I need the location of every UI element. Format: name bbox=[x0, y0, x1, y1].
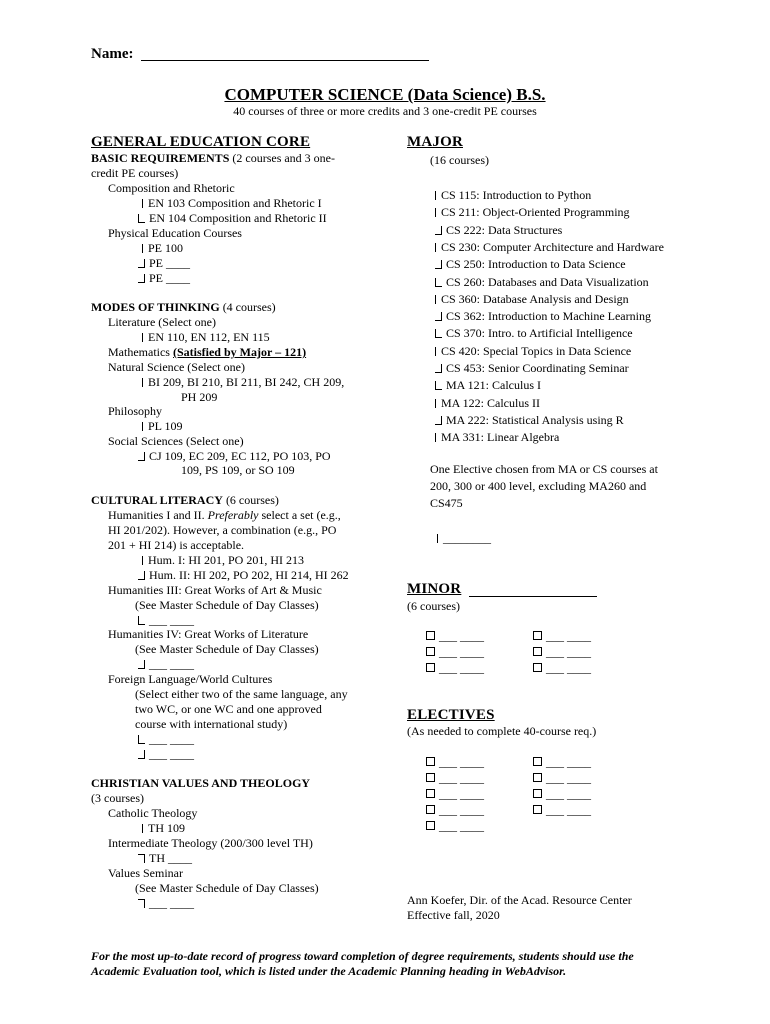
name-label: Name: bbox=[91, 46, 134, 62]
electives-slot bbox=[426, 787, 484, 802]
minor-slot bbox=[533, 629, 591, 644]
footer-note-2: Academic Evaluation tool, which is listed under the Academic Planning heading in WebAdvisor. bbox=[91, 964, 567, 978]
th109-item bbox=[142, 821, 185, 836]
math-line bbox=[108, 345, 306, 360]
minor-name-line[interactable] bbox=[469, 596, 597, 597]
major-course-item bbox=[435, 275, 649, 290]
checkbox-icon[interactable] bbox=[142, 199, 143, 208]
pe-blank-item bbox=[138, 271, 190, 286]
hum2-item bbox=[138, 568, 349, 583]
checkbox-icon[interactable] bbox=[435, 347, 436, 356]
major-course-item bbox=[435, 430, 559, 445]
th-blank: TH ____ bbox=[149, 851, 192, 865]
flwc-blank: ___ ____ bbox=[149, 747, 194, 761]
hum1-item bbox=[142, 553, 304, 568]
checkbox-icon[interactable] bbox=[533, 805, 542, 814]
electives-blank[interactable]: ___ ____ bbox=[546, 787, 591, 801]
major-course-item bbox=[435, 205, 630, 220]
checkbox-icon[interactable] bbox=[138, 214, 145, 223]
major-course-item bbox=[435, 240, 664, 255]
major-course-item bbox=[435, 292, 629, 307]
hum-instructions-2: HI 201/202). However, a combination (e.g., PO bbox=[108, 523, 337, 537]
en103-item bbox=[142, 196, 322, 211]
hum4-item bbox=[138, 657, 194, 672]
checkbox-icon[interactable] bbox=[435, 208, 436, 217]
flwc-blank: ___ ____ bbox=[149, 732, 194, 746]
minor-blank[interactable]: ___ ____ bbox=[439, 645, 484, 659]
major-course-label: CS 222: Data Structures bbox=[446, 222, 563, 237]
pe100-item bbox=[142, 241, 183, 256]
checkbox-icon[interactable] bbox=[435, 243, 436, 252]
major-course-item bbox=[435, 413, 624, 428]
hum4-label: Humanities IV: Great Works of Literature bbox=[108, 627, 309, 641]
electives-blank[interactable]: ___ ____ bbox=[546, 771, 591, 785]
en104-label: EN 104 Composition and Rhetoric II bbox=[149, 211, 327, 225]
checkbox-icon[interactable] bbox=[138, 660, 145, 669]
major-elective-2: 200, 300 or 400 level, excluding MA260 and bbox=[430, 479, 647, 493]
major-course-label: MA 331: Linear Algebra bbox=[441, 430, 560, 445]
major-course-label: CS 362: Introduction to Machine Learning bbox=[446, 309, 651, 324]
major-elective-blank-item bbox=[437, 531, 491, 546]
minor-desc: (6 courses) bbox=[407, 599, 460, 613]
pe-blank-label: PE ____ bbox=[149, 271, 191, 285]
signature-line-1: Ann Koefer, Dir. of the Acad. Resource Center bbox=[407, 893, 632, 907]
footer-note-1: For the most up-to-date record of progress toward completion of degree requirements, students should use the bbox=[91, 949, 634, 963]
electives-slot bbox=[533, 771, 591, 786]
electives-blank[interactable]: ___ ____ bbox=[439, 771, 484, 785]
major-course-label: CS 370: Intro. to Artificial Intelligence bbox=[446, 326, 633, 341]
checkbox-icon[interactable] bbox=[426, 789, 435, 798]
minor-slot bbox=[426, 629, 484, 644]
literature-options: EN 110, EN 112, EN 115 bbox=[148, 330, 270, 344]
checkbox-icon[interactable] bbox=[426, 757, 435, 766]
electives-slot bbox=[426, 755, 484, 770]
checkbox-icon[interactable] bbox=[138, 452, 145, 461]
gen-ed-heading: GENERAL EDUCATION CORE bbox=[91, 134, 311, 150]
checkbox-icon[interactable] bbox=[435, 399, 436, 408]
major-course-label: CS 420: Special Topics in Data Science bbox=[441, 343, 632, 358]
math-note: (Satisfied by Major – 121) bbox=[172, 345, 307, 359]
electives-blank[interactable]: ___ ____ bbox=[439, 787, 484, 801]
major-course-item bbox=[435, 361, 629, 376]
hum-instructions-post: select a set (e.g., bbox=[261, 508, 341, 522]
cultural-line bbox=[91, 493, 279, 508]
hum-instructions-3: 201 + HI 214) is acceptable. bbox=[108, 538, 245, 552]
values-seminar-note: (See Master Schedule of Day Classes) bbox=[135, 881, 319, 895]
hum-instructions-pre: Humanities I and II. bbox=[108, 508, 205, 522]
checkbox-icon[interactable] bbox=[533, 647, 542, 656]
major-course-item bbox=[435, 309, 651, 324]
signature-line-2: Effective fall, 2020 bbox=[407, 908, 500, 922]
electives-slot bbox=[533, 803, 591, 818]
checkbox-icon[interactable] bbox=[142, 556, 143, 565]
checkbox-icon[interactable] bbox=[138, 274, 145, 283]
checkbox-icon[interactable] bbox=[142, 333, 143, 342]
pe-courses-label: Physical Education Courses bbox=[108, 226, 242, 240]
basic-req-line bbox=[91, 151, 335, 166]
pe-blank-item bbox=[138, 256, 190, 271]
checkbox-icon[interactable] bbox=[435, 260, 442, 269]
soc-sci-options: CJ 109, EC 209, EC 112, PO 103, PO bbox=[149, 449, 331, 463]
values-seminar-label: Values Seminar bbox=[108, 866, 183, 880]
major-elective-blank: ________ bbox=[443, 531, 491, 545]
major-course-label: CS 453: Senior Coordinating Seminar bbox=[446, 361, 629, 375]
checkbox-icon[interactable] bbox=[138, 735, 145, 744]
minor-slot bbox=[533, 661, 591, 676]
electives-slot bbox=[426, 803, 484, 818]
philosophy-label: Philosophy bbox=[108, 404, 163, 418]
checkbox-icon[interactable] bbox=[533, 789, 542, 798]
pe-blank-label: PE ____ bbox=[149, 256, 191, 270]
minor-slot bbox=[426, 661, 484, 676]
checkbox-icon[interactable] bbox=[142, 422, 143, 431]
philosophy-option: PL 109 bbox=[148, 419, 183, 433]
electives-blank[interactable]: ___ ____ bbox=[439, 819, 484, 833]
electives-slot bbox=[533, 787, 591, 802]
major-course-item bbox=[435, 326, 633, 341]
hum3-note: (See Master Schedule of Day Classes) bbox=[135, 598, 319, 612]
checkbox-icon[interactable] bbox=[142, 244, 143, 253]
major-course-label: CS 260: Databases and Data Visualization bbox=[446, 274, 649, 289]
philosophy-item bbox=[142, 419, 183, 434]
en103-label: EN 103 Composition and Rhetoric I bbox=[148, 196, 322, 210]
flwc-note-3: course with international study) bbox=[135, 717, 288, 731]
basic-req-desc-2: credit PE courses) bbox=[91, 166, 179, 180]
checkbox-icon[interactable] bbox=[435, 329, 442, 338]
modes-line bbox=[91, 300, 276, 315]
hum-instructions-1 bbox=[108, 508, 341, 523]
electives-desc: (As needed to complete 40-course req.) bbox=[407, 724, 597, 738]
minor-heading: MINOR bbox=[407, 581, 462, 597]
hum3-label: Humanities III: Great Works of Art & Music bbox=[108, 583, 322, 597]
checkbox-icon[interactable] bbox=[138, 750, 145, 759]
literature-item bbox=[142, 330, 270, 345]
major-elective-3: CS475 bbox=[430, 496, 463, 510]
flwc-note-1: (Select either two of the same language, any bbox=[135, 687, 348, 701]
catholic-theology-label: Catholic Theology bbox=[108, 806, 198, 820]
checkbox-icon[interactable] bbox=[426, 821, 435, 830]
soc-sci-item bbox=[138, 449, 331, 464]
major-course-label: CS 230: Computer Architecture and Hardware bbox=[441, 239, 664, 254]
major-desc: (16 courses) bbox=[430, 153, 489, 167]
checkbox-icon[interactable] bbox=[533, 631, 542, 640]
literature-label: Literature (Select one) bbox=[108, 315, 216, 329]
electives-slot bbox=[426, 771, 484, 786]
minor-blank[interactable]: ___ ____ bbox=[546, 629, 591, 643]
minor-blank[interactable]: ___ ____ bbox=[546, 645, 591, 659]
major-course-item bbox=[435, 396, 540, 411]
major-course-label: MA 121: Calculus I bbox=[446, 378, 541, 393]
checkbox-icon[interactable] bbox=[426, 773, 435, 782]
checkbox-icon[interactable] bbox=[426, 647, 435, 656]
checkbox-icon[interactable] bbox=[435, 295, 436, 304]
checkbox-icon[interactable] bbox=[533, 757, 542, 766]
flwc-note-2: two WC, or one WC and one approved bbox=[135, 702, 322, 716]
cultural-label: CULTURAL LITERACY bbox=[91, 493, 223, 507]
nat-sci-options-2: PH 209 bbox=[181, 390, 218, 404]
major-course-label: MA 122: Calculus II bbox=[441, 395, 540, 410]
hum3-item bbox=[138, 613, 194, 628]
checkbox-icon[interactable] bbox=[435, 416, 442, 425]
checkbox-icon[interactable] bbox=[437, 534, 438, 543]
checkbox-icon[interactable] bbox=[142, 378, 143, 387]
hum-instructions-italic: Preferably bbox=[207, 508, 259, 522]
checkbox-icon[interactable] bbox=[435, 364, 442, 373]
checkbox-icon[interactable] bbox=[138, 899, 145, 908]
checkbox-icon[interactable] bbox=[533, 773, 542, 782]
major-elective-1: One Elective chosen from MA or CS courses at bbox=[430, 462, 658, 476]
major-course-label: CS 115: Introduction to Python bbox=[441, 188, 592, 202]
nat-sci-label: Natural Science (Select one) bbox=[108, 360, 245, 374]
en104-item bbox=[138, 211, 327, 226]
major-course-item bbox=[435, 378, 541, 393]
major-course-item bbox=[435, 257, 626, 272]
hum2-label: Hum. II: HI 202, PO 202, HI 214, HI 262 bbox=[149, 568, 349, 582]
checkbox-icon[interactable] bbox=[426, 631, 435, 640]
name-field-line[interactable] bbox=[141, 60, 429, 61]
cultural-desc: (6 courses) bbox=[225, 493, 279, 507]
checkbox-icon[interactable] bbox=[426, 663, 435, 672]
major-course-label: CS 211: Object-Oriented Programming bbox=[441, 205, 630, 220]
minor-slot bbox=[533, 645, 591, 660]
major-course-item bbox=[435, 344, 631, 359]
christian-label: CHRISTIAN VALUES AND THEOLOGY bbox=[91, 776, 311, 790]
hum3-blank: ___ ____ bbox=[149, 613, 194, 627]
major-course-item bbox=[435, 223, 562, 238]
values-blank: ___ ____ bbox=[149, 896, 194, 910]
electives-heading: ELECTIVES bbox=[407, 707, 495, 723]
checkbox-icon[interactable] bbox=[142, 824, 143, 833]
nat-sci-options: BI 209, BI 210, BI 211, BI 242, CH 209, bbox=[148, 375, 345, 389]
page-subtitle: 40 courses of three or more credits and 3 one-credit PE courses bbox=[233, 104, 537, 118]
nat-sci-item bbox=[142, 375, 344, 390]
intermediate-theology-label: Intermediate Theology (200/300 level TH) bbox=[108, 836, 313, 850]
basic-req-label: BASIC REQUIREMENTS bbox=[91, 151, 230, 165]
hum1-label: Hum. I: HI 201, PO 201, HI 213 bbox=[148, 553, 304, 567]
major-heading: MAJOR bbox=[407, 134, 463, 150]
modes-desc: (4 courses) bbox=[222, 300, 276, 314]
major-course-item bbox=[435, 188, 591, 203]
soc-sci-options-2: 109, PS 109, or SO 109 bbox=[181, 463, 295, 477]
th109-label: TH 109 bbox=[148, 821, 185, 835]
electives-slot bbox=[533, 755, 591, 770]
hum4-blank: ___ ____ bbox=[149, 657, 194, 671]
flwc-item-2 bbox=[138, 747, 194, 762]
checkbox-icon[interactable] bbox=[138, 616, 145, 625]
checkbox-icon[interactable] bbox=[435, 278, 442, 287]
major-course-label: CS 360: Database Analysis and Design bbox=[441, 291, 629, 306]
checkbox-icon[interactable] bbox=[435, 226, 442, 235]
values-blank-item bbox=[138, 896, 194, 911]
major-course-label: CS 250: Introduction to Data Science bbox=[446, 257, 626, 272]
checkbox-icon[interactable] bbox=[426, 805, 435, 814]
math-label: Mathematics bbox=[108, 345, 170, 359]
electives-blank[interactable]: ___ ____ bbox=[439, 803, 484, 817]
minor-slot bbox=[426, 645, 484, 660]
pe100-label: PE 100 bbox=[148, 241, 184, 255]
th-blank-item bbox=[138, 851, 192, 866]
basic-req-desc: (2 courses and 3 one- bbox=[232, 151, 336, 165]
checkbox-icon[interactable] bbox=[435, 433, 436, 442]
flwc-label: Foreign Language/World Cultures bbox=[108, 672, 273, 686]
checkbox-icon[interactable] bbox=[435, 381, 442, 390]
electives-blank[interactable]: ___ ____ bbox=[439, 755, 484, 769]
hum4-note: (See Master Schedule of Day Classes) bbox=[135, 642, 319, 656]
flwc-item-1 bbox=[138, 732, 194, 747]
checkbox-icon[interactable] bbox=[435, 191, 436, 200]
electives-blank[interactable]: ___ ____ bbox=[546, 755, 591, 769]
modes-label: MODES OF THINKING bbox=[91, 300, 220, 314]
checkbox-icon[interactable] bbox=[533, 663, 542, 672]
electives-slot bbox=[426, 819, 484, 834]
major-course-label: MA 222: Statistical Analysis using R bbox=[446, 412, 624, 427]
christian-desc: (3 courses) bbox=[91, 791, 144, 805]
checkbox-icon[interactable] bbox=[435, 312, 442, 321]
checkbox-icon[interactable] bbox=[138, 571, 145, 580]
page-title: COMPUTER SCIENCE (Data Science) B.S. bbox=[224, 85, 546, 104]
soc-sci-label: Social Sciences (Select one) bbox=[108, 434, 244, 448]
electives-blank[interactable]: ___ ____ bbox=[546, 803, 591, 817]
checkbox-icon[interactable] bbox=[138, 259, 145, 268]
minor-blank[interactable]: ___ ____ bbox=[439, 661, 484, 675]
checkbox-icon[interactable] bbox=[138, 854, 145, 863]
comp-rhetoric-label: Composition and Rhetoric bbox=[108, 181, 235, 195]
minor-blank[interactable]: ___ ____ bbox=[439, 629, 484, 643]
minor-blank[interactable]: ___ ____ bbox=[546, 661, 591, 675]
